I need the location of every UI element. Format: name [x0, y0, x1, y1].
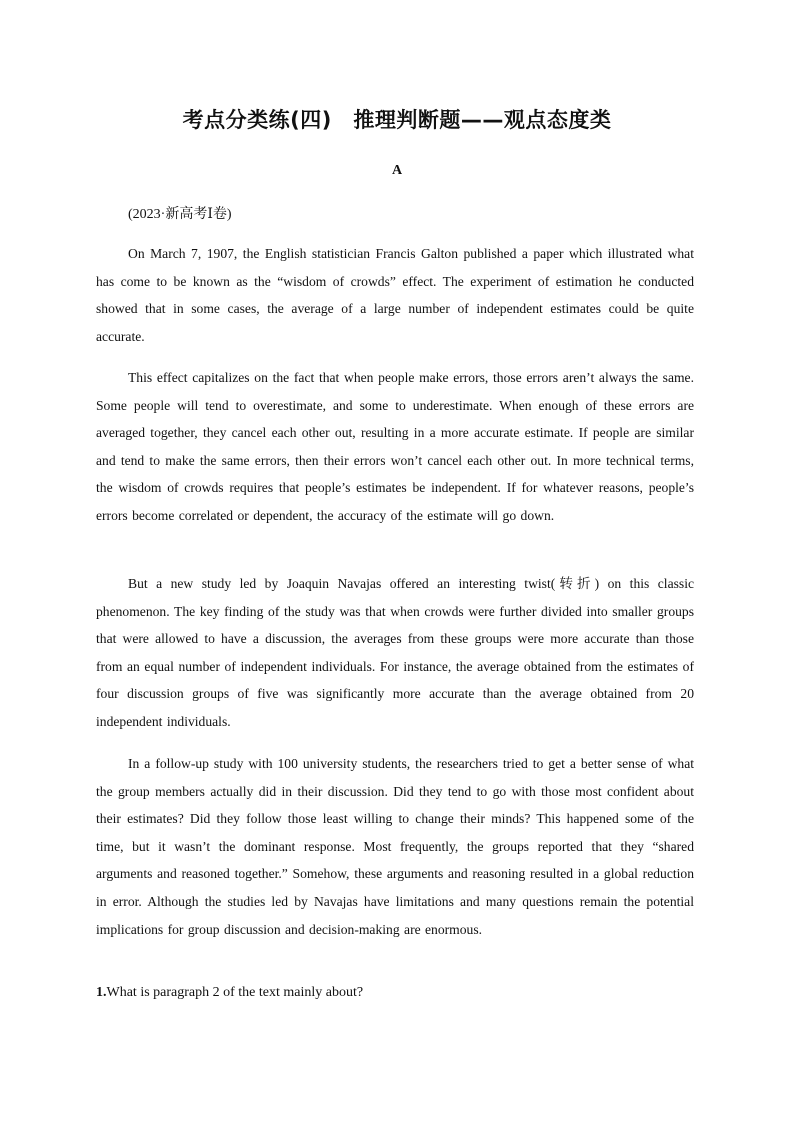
section-label: A: [391, 163, 403, 178]
paragraph-3: But a new study led by Joaquin Navajas offered an interesting twist(转折) on this classic phenomenon. The key finding of the study was that when crowds were further divided into smaller groups that were allowed to have a discussion, the averages from these groups were more accurate than those from an equal number of independent individuals. For instance, the average obtained from the estimates of four discussion groups of five was significantly more accurate than the average obtained from 20 independent individuals.: [96, 576, 694, 729]
question-1: [96, 985, 363, 1001]
paragraph-1: On March 7, 1907, the English statistician Francis Galton published a paper which illustrated what has come to be known as the “wisdom of crowds” effect. The experiment of estimation he conducted showed that in some cases, the average of a large number of independent estimates could be quite accurate.: [96, 246, 694, 344]
question-number: 1.: [96, 985, 107, 1000]
question-text: What is paragraph 2 of the text mainly about?: [106, 985, 364, 1000]
paragraph-4: In a follow-up study with 100 university students, the researchers tried to get a better sense of what the group members actually did in their discussion. Did they tend to go with those most confident about their estimates? Did they follow those least willing to change their minds? This happened some of the time, but it wasn’t the dominant response. Most frequently, the groups reported that they “shared arguments and reasoned together.” Somehow, these arguments and reasoning resulted in a global reduction in error. Although the studies led by Navajas have limitations and many questions remain the potential implications for group discussion and decision-making are enormous.: [96, 756, 694, 937]
source-label: (2023·新高考Ⅰ卷): [128, 207, 232, 222]
paragraph-2: This effect capitalizes on the fact that when people make errors, those errors aren’t always the same. Some people will tend to overestimate, and some to underestimate. When enough of these errors are averaged together, they cancel each other out, resulting in a more accurate estimate. If people are similar and tend to make the same errors, then their errors won’t cancel each other out. In more technical terms, the wisdom of crowds requires that people’s estimates be independent. If for whatever reasons, people’s errors become correlated or dependent, the accuracy of the estimate will go down.: [96, 370, 694, 523]
page-title: 考点分类练(四) 推理判断题——观点态度类: [182, 108, 612, 132]
